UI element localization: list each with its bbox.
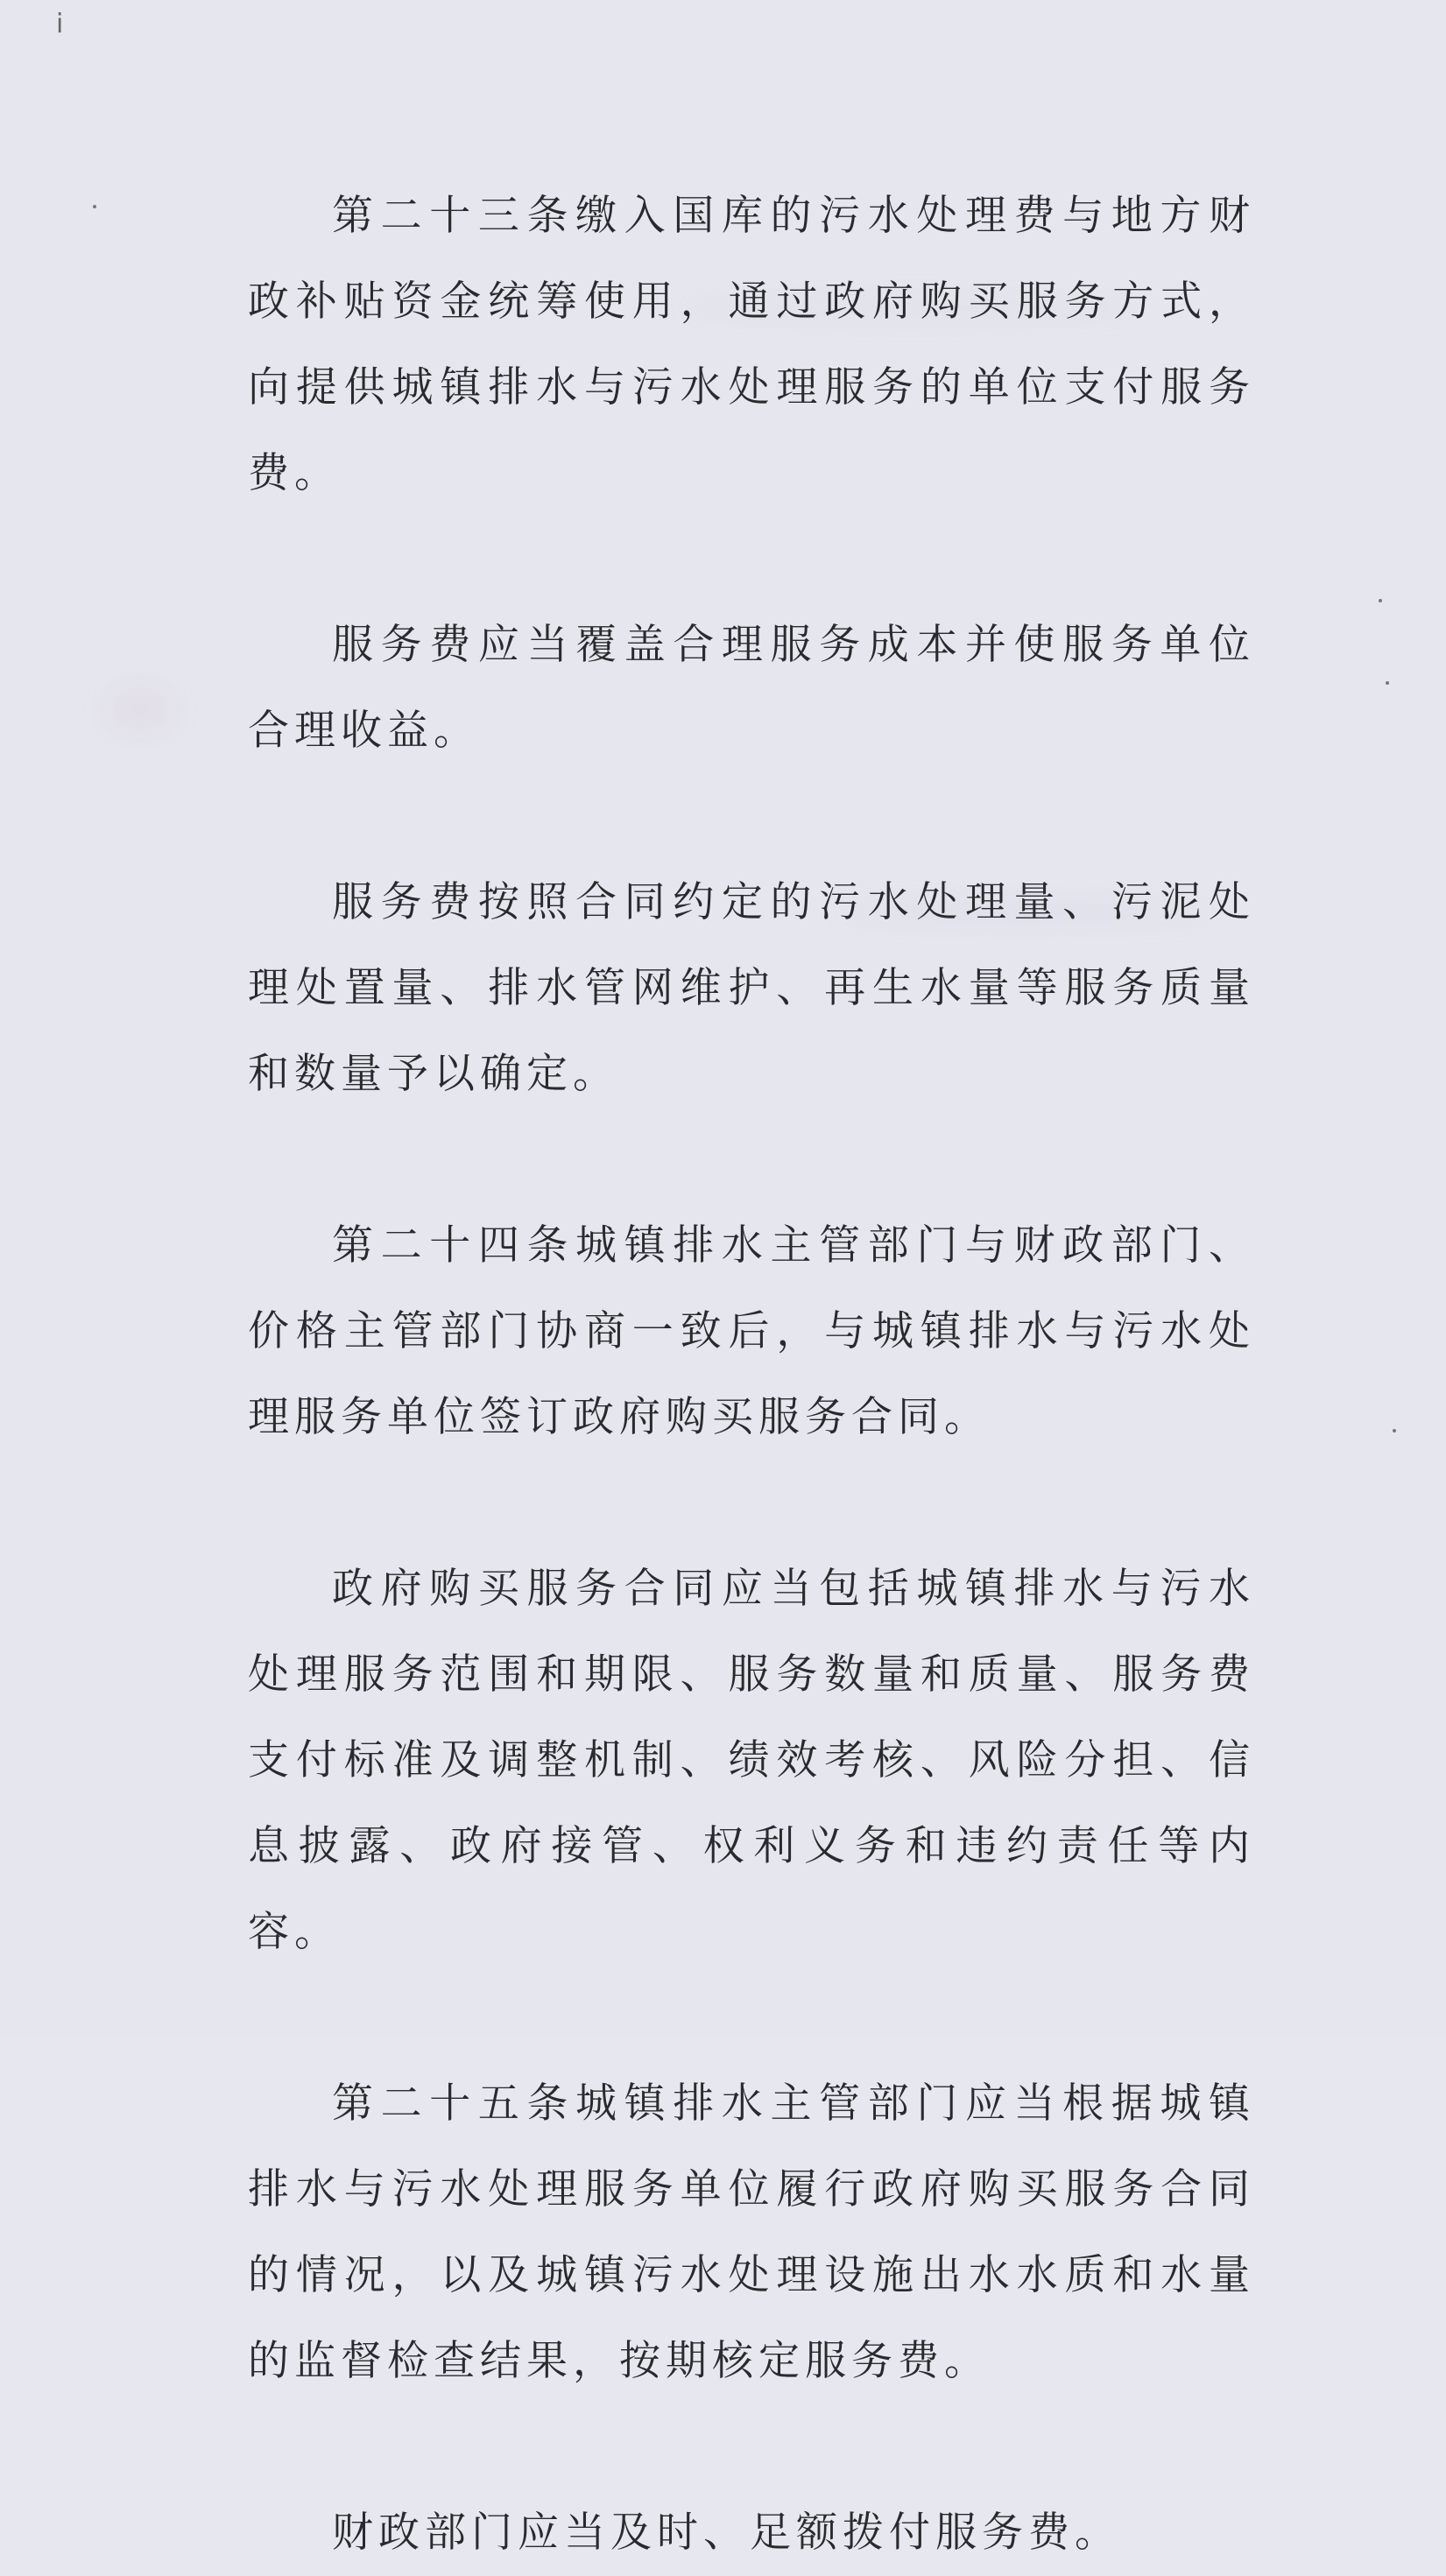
paragraph-service-fee-coverage: 服务费应当覆盖合理服务成本并使服务单位合理收益。 (248, 621, 1255, 755)
paragraph-article-23: 第二十三条缴入国库的污水处理费与地方财政补贴资金统筹使用，通过政府购买服务方式，向提供城镇排水与污水处理服务的单位支付服务费。 (248, 192, 1255, 497)
paragraph-contract-contents: 政府购买服务合同应当包括城镇排水与污水处理服务范围和期限、服务数量和质量、服务费支付标准及调整机制、绩效考核、风险分担、信息披露、政府接管、权利义务和违约责任等内容。 (248, 1565, 1255, 1956)
corner-mark: i (56, 9, 64, 39)
paragraph-article-25: 第二十五条城镇排水主管部门应当根据城镇排水与污水处理服务单位履行政府购买服务合同的情况，以及城镇污水处理设施出水水质和水量的监督检查结果，按期核定服务费。 (248, 2080, 1255, 2385)
paragraph-article-24: 第二十四条城镇排水主管部门与财政部门、价格主管部门协商一致后，与城镇排水与污水处理服务单位签订政府购买服务合同。 (248, 1221, 1255, 1441)
scan-dot (1386, 681, 1389, 685)
scan-dot (93, 205, 96, 208)
paragraph-service-fee-basis: 服务费按照合同约定的污水处理量、污泥处理处置量、排水管网维护、再生水量等服务质量和数量予以确定。 (248, 878, 1255, 1098)
paragraph-finance-payment: 财政部门应当及时、足额拨付服务费。 (332, 2509, 1121, 2557)
document-body (248, 173, 1255, 2576)
scan-dot (1393, 1429, 1396, 1432)
scan-smudge (105, 683, 175, 735)
scan-dot (1379, 599, 1382, 602)
